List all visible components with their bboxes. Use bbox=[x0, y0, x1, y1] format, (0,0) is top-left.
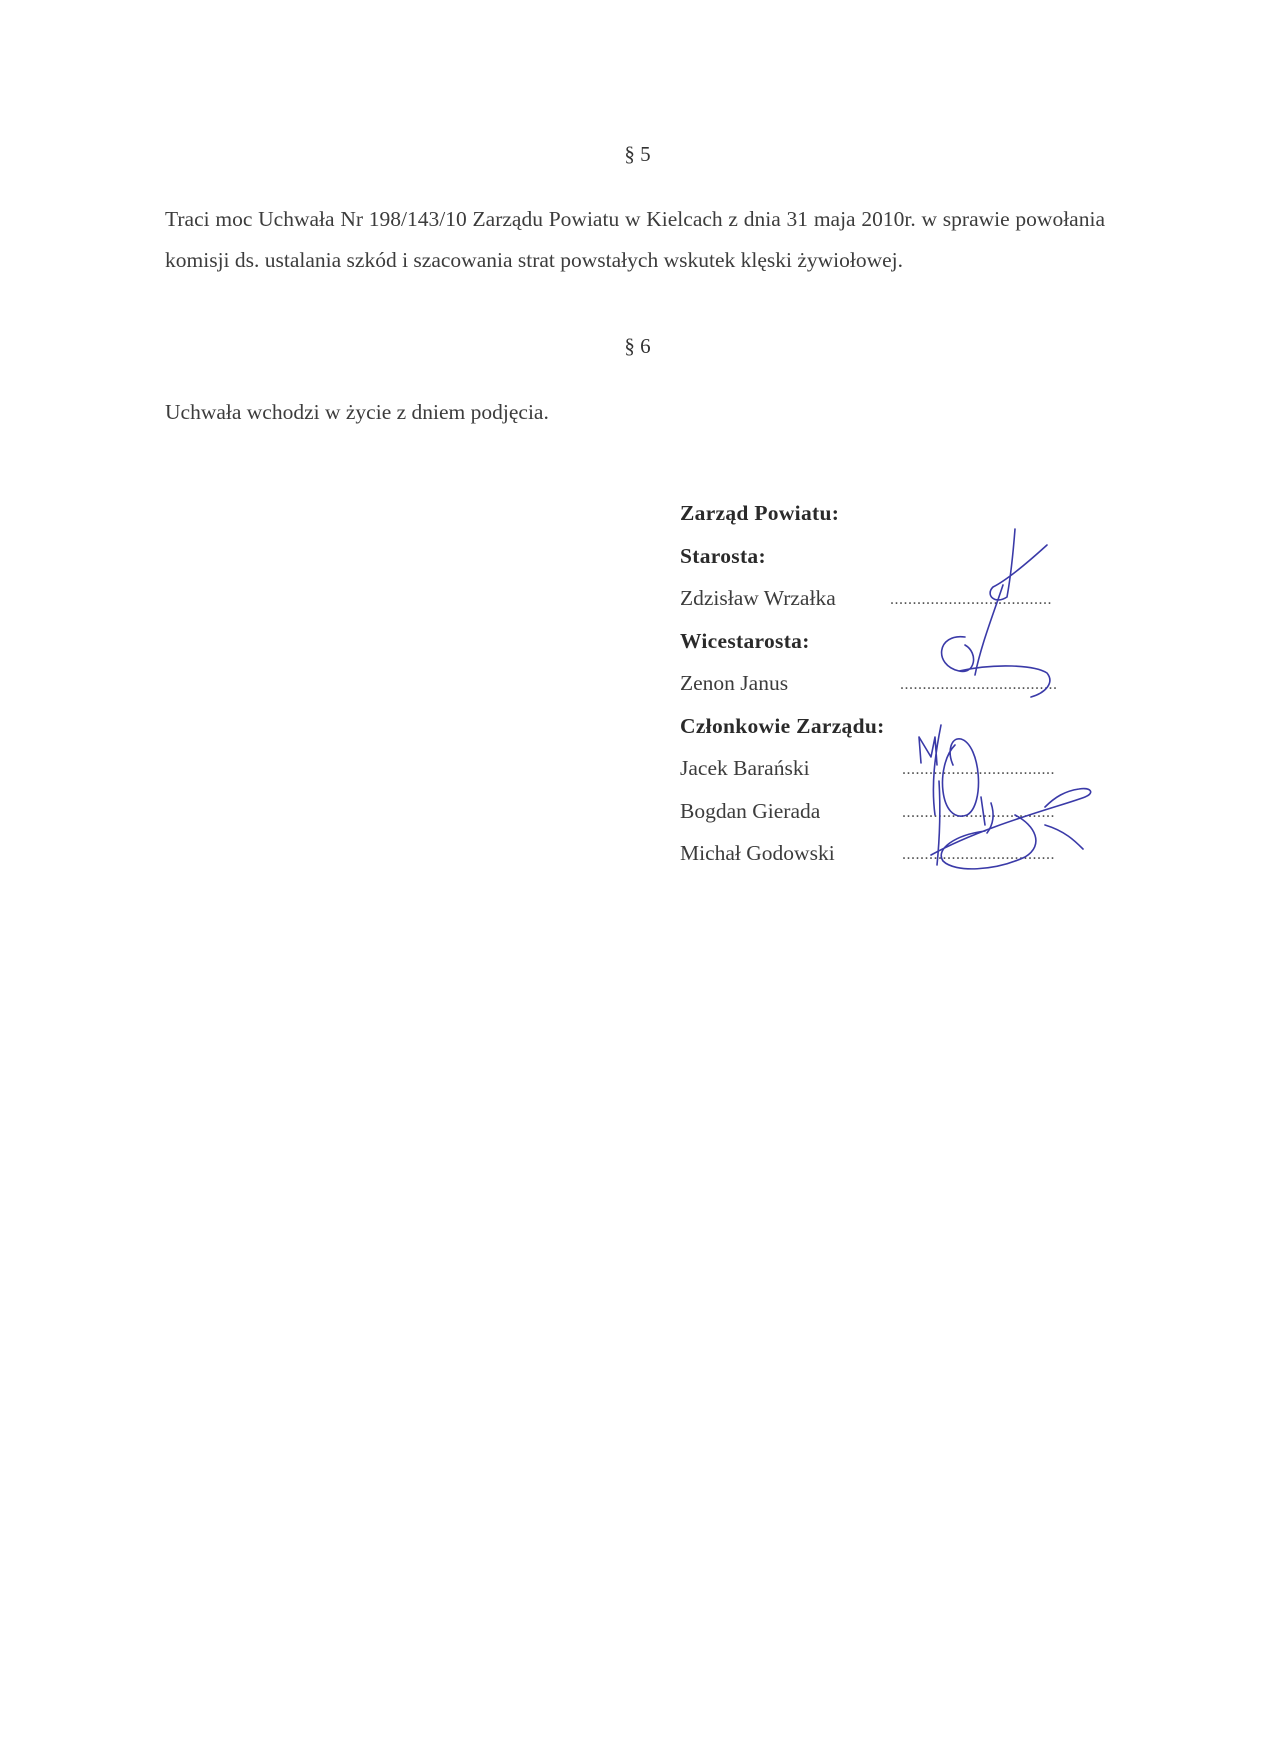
section-6-text: Uchwała wchodzi w życie z dniem podjęcia. bbox=[165, 400, 549, 424]
member-name: Michał Godowski bbox=[680, 841, 835, 865]
starosta-signature-line: .................................... bbox=[890, 591, 1052, 608]
signature-stroke bbox=[943, 739, 979, 816]
signature-stroke bbox=[937, 781, 993, 865]
signature-stroke bbox=[975, 529, 1047, 675]
member-name: Bogdan Gierada bbox=[680, 798, 821, 823]
handwritten-signatures bbox=[895, 525, 1105, 895]
signature-stroke bbox=[942, 637, 1050, 697]
member-signature-line: .................................. bbox=[902, 803, 1055, 821]
members-label: Członkowie Zarządu: bbox=[680, 713, 885, 738]
wicestarosta-signature-line: ................................... bbox=[900, 676, 1058, 693]
section-5-heading: § 5 bbox=[624, 142, 651, 166]
starosta-label: Starosta: bbox=[680, 543, 766, 568]
member-name: Jacek Barański bbox=[680, 756, 810, 780]
section-6-heading: § 6 bbox=[624, 334, 651, 358]
member-signature-line: .................................. bbox=[902, 761, 1055, 778]
signature-stroke bbox=[931, 789, 1091, 869]
section-5-text: Traci moc Uchwała Nr 198/143/10 Zarządu Powiatu w Kielcach z dnia 31 maja 2010r. w sprawie powołania komisji ds. ustalania szkód i szacowania strat powstałych wskutek klęski żywiołowej. bbox=[165, 207, 1105, 272]
starosta-name: Zdzisław Wrzałka bbox=[680, 586, 836, 610]
board-label: Zarząd Powiatu: bbox=[680, 501, 840, 525]
signature-stroke bbox=[919, 725, 941, 815]
wicestarosta-label: Wicestarosta: bbox=[680, 628, 810, 653]
wicestarosta-name: Zenon Janus bbox=[680, 671, 789, 695]
member-signature-line: .................................. bbox=[902, 846, 1055, 863]
